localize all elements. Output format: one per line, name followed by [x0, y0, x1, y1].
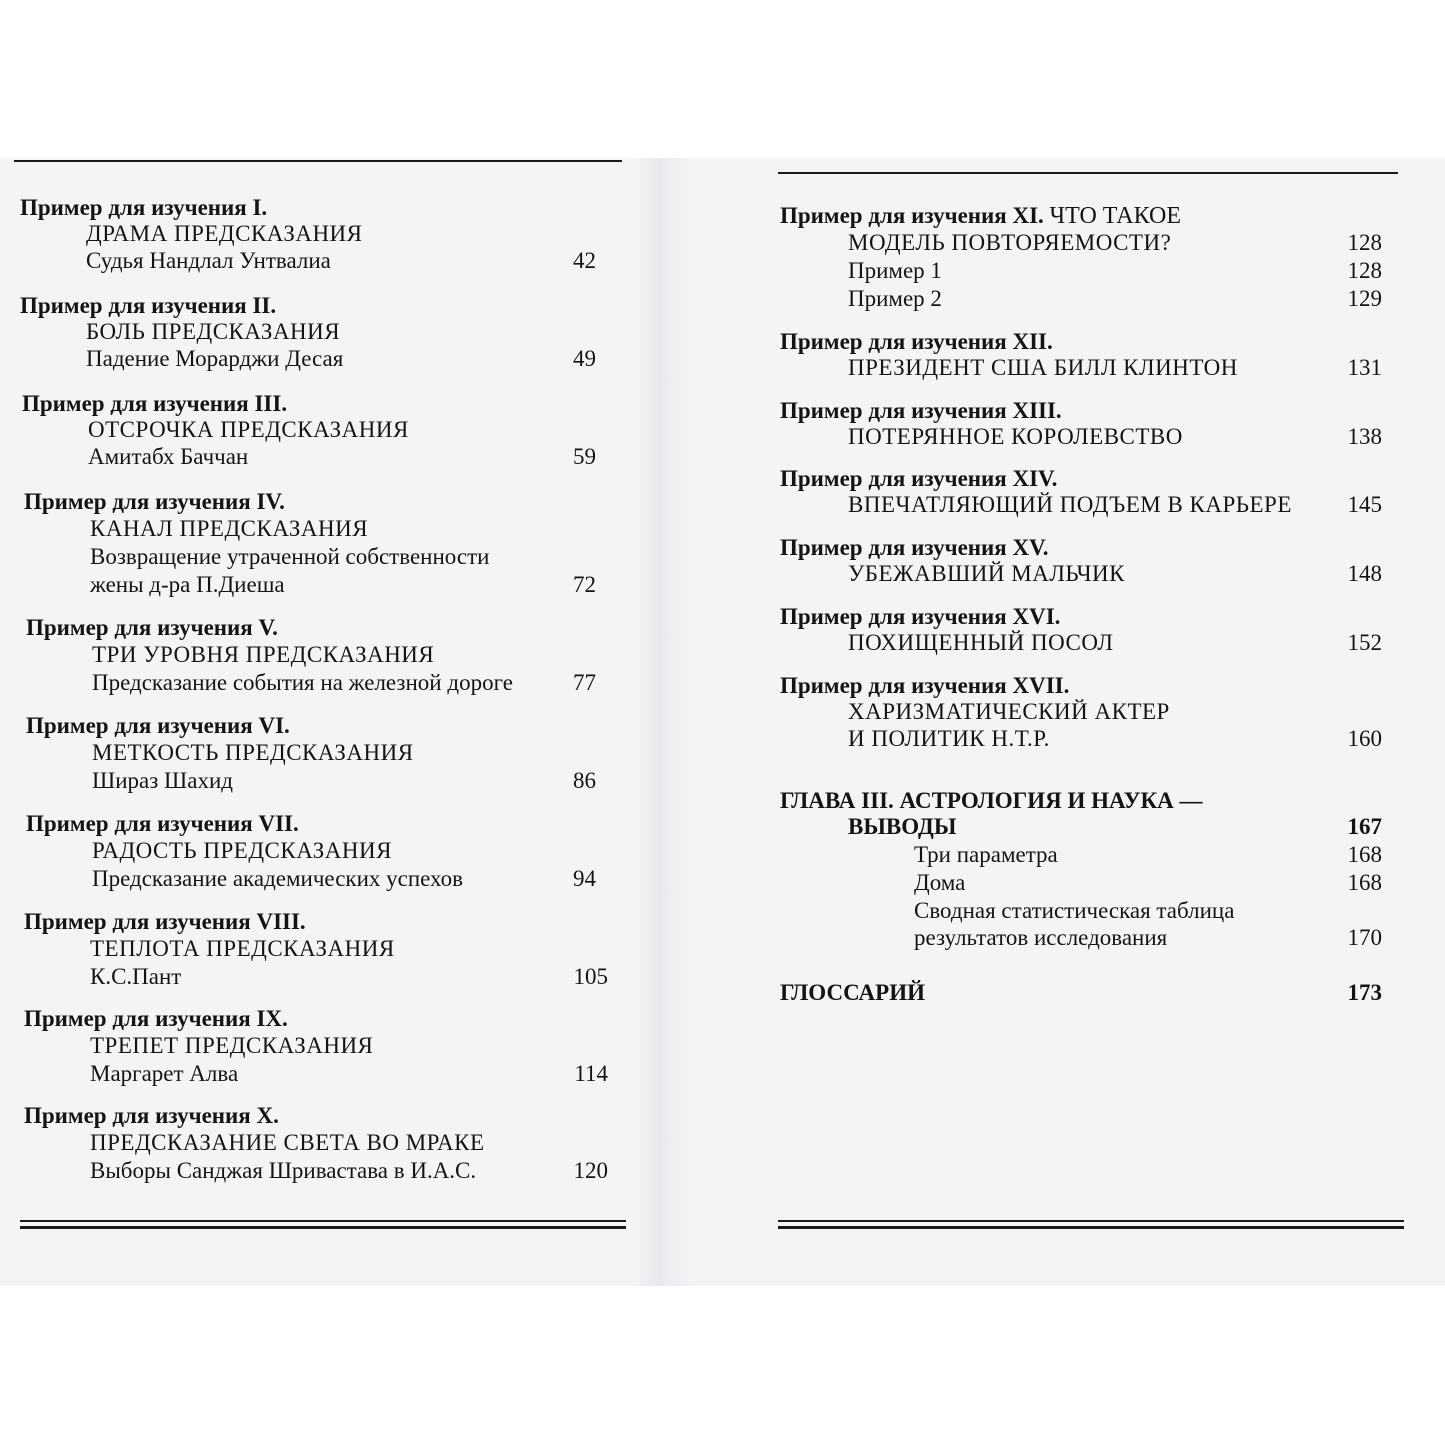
page-number: 168 — [1347, 842, 1382, 867]
entry-title: ПРЕЗИДЕНТ США БИЛЛ КЛИНТОН — [848, 355, 1238, 380]
entry-title: И ПОЛИТИК Н.Т.Р. — [848, 726, 1050, 751]
entry-subtitle: Амитабх Баччан — [88, 444, 249, 469]
chapter-heading: ВЫВОДЫ — [848, 814, 957, 839]
page-number: 72 — [573, 572, 596, 597]
page-number: 94 — [573, 866, 596, 891]
entry-heading-tail: ЧТО ТАКОЕ — [1049, 203, 1182, 229]
book-spread — [0, 158, 1445, 1286]
page-number: 49 — [573, 346, 596, 371]
entry-heading: Пример для изучения XVII. — [780, 673, 1070, 698]
entry-title: МОДЕЛЬ ПОВТОРЯЕМОСТИ? — [848, 230, 1172, 255]
entry-heading — [780, 202, 1181, 230]
entry-heading: Пример для изучения V. — [26, 615, 278, 640]
glossary-heading: ГЛОССАРИЙ — [780, 980, 925, 1005]
page-number: 131 — [1347, 355, 1382, 380]
page-number: 160 — [1347, 726, 1382, 751]
entry-subtitle: Маргарет Алва — [90, 1061, 239, 1086]
entry-heading: Пример для изучения X. — [24, 1103, 279, 1128]
entry-subtitle: Предсказание академических успехов — [92, 866, 464, 891]
chapter-heading: ГЛАВА III. АСТРОЛОГИЯ И НАУКА — — [780, 788, 1203, 813]
entry-title: ВПЕЧАТЛЯЮЩИЙ ПОДЪЕМ В КАРЬЕРЕ — [848, 492, 1292, 517]
top-rule — [14, 160, 622, 162]
entry-title: ПОХИЩЕННЫЙ ПОСОЛ — [848, 630, 1114, 655]
bottom-rule-lower — [20, 1226, 626, 1229]
page-number: 168 — [1347, 870, 1382, 895]
entry-title: КАНАЛ ПРЕДСКАЗАНИЯ — [90, 516, 369, 541]
page-number: 59 — [573, 444, 596, 469]
entry-heading: Пример для изучения XIV. — [780, 466, 1058, 491]
entry-subitem: Пример 1 — [848, 258, 942, 283]
entry-title: ТЕПЛОТА ПРЕДСКАЗАНИЯ — [90, 936, 395, 961]
page-number: 128 — [1347, 258, 1382, 283]
entry-heading: Пример для изучения XVI. — [780, 604, 1061, 629]
entry-heading: Пример для изучения XIII. — [780, 398, 1062, 423]
page-number: 105 — [573, 964, 608, 989]
entry-title: ДРАМА ПРЕДСКАЗАНИЯ — [86, 221, 363, 246]
page-number: 173 — [1347, 980, 1382, 1005]
right-page — [690, 158, 1445, 1286]
entry-heading: Пример для изучения IX. — [24, 1006, 288, 1031]
page-number: 86 — [573, 768, 596, 793]
entry-title: ТРЕПЕТ ПРЕДСКАЗАНИЯ — [90, 1033, 374, 1058]
page-number: 145 — [1347, 492, 1382, 517]
page-number: 128 — [1347, 230, 1382, 255]
page-number: 167 — [1347, 814, 1382, 839]
bottom-rule-lower — [778, 1226, 1404, 1229]
entry-title: РАДОСТЬ ПРЕДСКАЗАНИЯ — [92, 838, 392, 863]
entry-subitem: Пример 2 — [848, 286, 942, 311]
entry-heading: Пример для изучения VII. — [26, 811, 299, 836]
page-number: 77 — [573, 670, 596, 695]
page-number: 170 — [1347, 925, 1382, 950]
book-gutter — [634, 158, 694, 1286]
entry-title: ХАРИЗМАТИЧЕСКИЙ АКТЕР — [848, 699, 1170, 724]
page-number: 152 — [1347, 630, 1382, 655]
entry-subtitle: Падение Морарджи Десая — [86, 346, 344, 371]
entry-heading-label: Пример для изучения XI. — [780, 203, 1044, 228]
page-number: 138 — [1347, 424, 1382, 449]
bottom-rule-upper — [778, 1220, 1404, 1222]
entry-title: МЕТКОСТЬ ПРЕДСКАЗАНИЯ — [92, 740, 414, 765]
entry-subtitle: Возвращение утраченной собственности — [90, 544, 490, 569]
entry-heading: Пример для изучения XII. — [780, 329, 1053, 354]
entry-heading: Пример для изучения XV. — [780, 535, 1049, 560]
page-number: 114 — [574, 1061, 608, 1086]
entry-subtitle: К.С.Пант — [90, 964, 182, 989]
entry-title: БОЛЬ ПРЕДСКАЗАНИЯ — [86, 319, 341, 344]
entry-heading: Пример для изучения IV. — [24, 489, 285, 514]
entry-heading: Пример для изучения III. — [22, 391, 288, 416]
entry-title: УБЕЖАВШИЙ МАЛЬЧИК — [848, 561, 1125, 586]
bottom-rule-upper — [20, 1220, 626, 1222]
page-number: 42 — [573, 248, 596, 273]
entry-heading: Пример для изучения VI. — [26, 713, 290, 738]
entry-subtitle: Предсказание события на железной дороге — [92, 670, 513, 695]
entry-heading: Пример для изучения II. — [20, 293, 277, 318]
chapter-subitem: Три параметра — [914, 842, 1058, 867]
entry-title: ПОТЕРЯННОЕ КОРОЛЕВСТВО — [848, 424, 1183, 449]
entry-subtitle: жены д-ра П.Диеша — [90, 572, 285, 597]
chapter-subitem: Сводная статистическая таблица — [914, 898, 1235, 923]
entry-title: ПРЕДСКАЗАНИЕ СВЕТА ВО МРАКЕ — [90, 1130, 485, 1155]
page-number: 120 — [573, 1158, 608, 1183]
left-page — [0, 158, 640, 1286]
entry-subtitle: Выборы Санджая Шривастава в И.А.С. — [90, 1158, 477, 1183]
entry-heading: Пример для изучения I. — [20, 195, 268, 220]
entry-heading: Пример для изучения VIII. — [24, 909, 306, 934]
chapter-subitem: результатов исследования — [914, 925, 1168, 950]
entry-title: ТРИ УРОВНЯ ПРЕДСКАЗАНИЯ — [92, 642, 435, 667]
chapter-subitem: Дома — [914, 870, 966, 895]
page-number: 148 — [1347, 561, 1382, 586]
page-number: 129 — [1347, 286, 1382, 311]
entry-subtitle: Шираз Шахид — [92, 768, 233, 793]
entry-subtitle: Судья Нандлал Унтвалиа — [86, 248, 331, 273]
top-rule — [778, 172, 1398, 174]
entry-title: ОТСРОЧКА ПРЕДСКАЗАНИЯ — [88, 417, 409, 442]
